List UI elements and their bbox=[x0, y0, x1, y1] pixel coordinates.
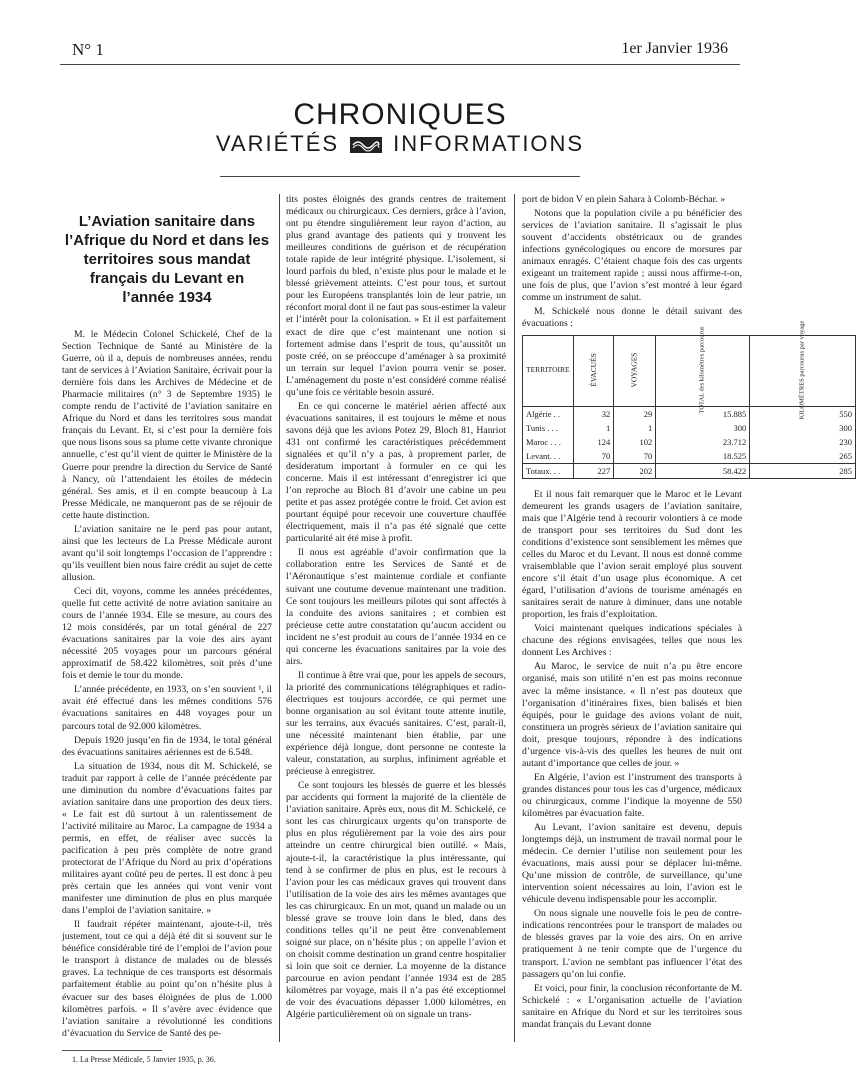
table-cell: 15.885 bbox=[656, 406, 750, 421]
paragraph: L’année précédente, en 1933, on s’en souvient ¹, il avait été effectué dans les mêmes conditions 576 évacuations sanitaires en 448 voyages pour un parcours total de 92.000 kilomètres. bbox=[62, 684, 272, 732]
table-row bbox=[523, 449, 856, 464]
table-cell: 1 bbox=[614, 421, 656, 435]
table-cell: Maroc . . . bbox=[526, 436, 561, 447]
table-cell: 300 bbox=[656, 421, 750, 435]
issue-number: N° 1 bbox=[72, 40, 104, 59]
table-cell: 202 bbox=[614, 463, 656, 478]
footnote-rule bbox=[62, 1050, 162, 1051]
table-header: KILOMÈTRES parcourus par voyage bbox=[750, 335, 856, 406]
table-header: TERRITOIRE bbox=[523, 335, 574, 406]
header-rule bbox=[60, 64, 740, 65]
table-cell: 29 bbox=[614, 406, 656, 421]
table-header: VOYAGES bbox=[614, 335, 656, 406]
table-header: TOTAL des kilomètres parcourus bbox=[656, 335, 750, 406]
masthead-right: INFORMATIONS bbox=[393, 131, 585, 156]
table-cell: 124 bbox=[573, 435, 614, 449]
column-3 bbox=[522, 194, 853, 1033]
table-cell: 227 bbox=[573, 463, 614, 478]
evacuations-table bbox=[522, 321, 856, 479]
paragraph: Et voici, pour finir, la conclusion réconfortante de M. Schickelé : « L’organisation actuelle de l’aviation sanitaire en Afrique du Nord et sur les territoires sous mandat français du Levant donne bbox=[522, 982, 742, 1030]
column-divider bbox=[279, 194, 280, 1042]
paragraph: Au Maroc, le service de nuit n’a pu être encore organisé, mais son utilité n’en est pas moins reconnue avec la même insistance. « Il n’est pas douteux que l’organisation d’itinéraires fixes, bien balisés et bien équipés, pour le guidage des avions volant de nuit, constituera un progrès sérieux de l’aviation sanitaire qui doit, presque toujours, répondre à des indications d’urgence vis-à-vis des quelles les heures de nuit ont autant d’importance que celles de jour. » bbox=[522, 661, 742, 769]
column-2 bbox=[286, 194, 506, 1023]
paragraph: port de bidon V en plein Sahara à Colomb-Béchar. » bbox=[522, 194, 726, 205]
table-cell: Algérie . . bbox=[526, 408, 560, 419]
table-cell: Tunis . . . bbox=[526, 422, 558, 433]
paragraph: Il faudrait répéter maintenant, ajoute-t-il, très justement, tout ce qui a déjà été dit si souvent sur le bénéfice considérable tiré de l’emploi de l’avion pour le transport à distance de malades ou de blessés graves. La technique de ces transports est désormais parfaitement établie au point qu’on n’hésite plus à évacuer sur des bases éloignées de plus de 1.000 kilomètres parfois. « Il s’avère avec évidence que l’aviation sanitaire a révolutionné les conditions d’évacuation du Service de Santé des pe- bbox=[62, 919, 272, 1039]
table-cell: 32 bbox=[573, 406, 614, 421]
table-cell: 58.422 bbox=[656, 463, 750, 478]
paragraph: Notons que la population civile a pu bénéficier des services de l’aviation sanitaire. Il s’agissait le plus souvent d’accidents obstétricaux ou de grandes infections gynécologiques ou encore de morsures par animaux enragés. C’étaient chaque fois des cas urgents exigeant un traitement rapide ; aussi nous affirme-t-on, une fois de plus, que l’avion s’est montré à leur égard comme un instrument de salut. bbox=[522, 208, 742, 304]
table-header-row bbox=[523, 335, 856, 406]
masthead-title: CHRONIQUES bbox=[293, 98, 507, 131]
paragraph: tits postes éloignés des grands centres de traitement médicaux ou chirurgicaux. Ces derniers, grâce à l’avion, ont pu étendre singulièrement leur rayon d’action, au plus grand avantage des patients qui y trouvent les meilleures conditions de guérison et de récupération totale rapide de leur intégrité physique. L’isolement, si lourd parfois du bled, n’existe plus pour le malade et le blessé grièvement atteints. C’est pour tous, et surtout pour les Européens transplantés loin de leur patrie, un réconfort moral dont il ne faut pas sous-estimer la valeur et l’intérêt pour la colonisation. » Et il est parfaitement exact de dire que c’est maintenant une notion si fortement admise dans l’esprit de tous, qu’aussitôt un poste créé, on se préoccupe d’aménager à sa proximité un terrain sur lequel l’avion pourra venir se poser. L’aménagement du poste n’est considéré comme réalisé qu’une fois ce véritable besoin assuré. bbox=[286, 194, 506, 398]
paragraph: Ce sont toujours les blessés de guerre et les blessés par accidents qui forment la majorité de la clientèle de l’aviation sanitaire. Après eux, nous dit M. Schickelé, ce sont les cas chirurgicaux urgents qu’on transporte de plus en plus régulièrement par la voie des airs pour atteindre un centre chirurgical bien outillé. « Mais, ajoute-t-il, la caractéristique la plus intéressante, qui tend à se confirmer de plus en plus, est le recours à l’avion pour les cas médicaux graves qui trouvent dans l’utilisation de la voie des airs les mêmes avantages que les cas chirurgicaux. En un mot, quand un malade ou un blessé grave se trouve loin dans le bled, dans des conditions telles qu’il ne peut être convenablement soigné sur place, on n’hésite plus ; on appelle l’avion et on choisit comme destination un grand centre hospitalier si loin que soit ce dernier. La moyenne de la distance parcourue en avion pendant l’année 1934 est de 285 kilomètres par voyage, mais il n’a pas été exceptionnel de voir des évacuations dépasser 1.000 kilomètres, en Algérie particulièrement où on signale un trans- bbox=[286, 780, 506, 1021]
table-cell: 18.525 bbox=[656, 449, 750, 464]
table-cell: 1 bbox=[573, 421, 614, 435]
paragraph: Au Levant, l’avion sanitaire est devenu, depuis longtemps déjà, un instrument de travail normal pour le médecin. Ce dernier l’utilise non seulement pour les évacuations, mais aussi pour se déplacer lui-même. Qu’une mission de contrôle, de surveillance, qu’une intervention soient nécessaires au loin, l’avion est le véhicule devenu indispensable pour les accomplir. bbox=[522, 822, 742, 906]
table-cell: 230 bbox=[750, 435, 856, 449]
masthead-rule bbox=[220, 176, 580, 177]
paragraph: Il nous est agréable d’avoir confirmation que la collaboration entre les Services de Santé et de l’Aéronautique s’est maintenue cordiale et confiante suivant une coutume devenue maintenant une tradition. Ce sont toujours les meilleurs pilotes qui sont affectés à la conduite des avions sanitaires ; et combien est précieuse cette autre constatation qu’aucun accident ou incident ne s’est produit au cours de l’année 1934 en ce qui concerne les évacuations sanitaires par la voie des airs. bbox=[286, 547, 506, 667]
table-row bbox=[523, 435, 856, 449]
ornament-icon bbox=[349, 136, 383, 154]
paragraph: On nous signale une nouvelle fois le peu de contre-indications rencontrées pour le transport de malades ou de blessés graves par la voie des airs. On en arrive pratiquement à ne tenir compte que de l’urgence du transport. L’avion ne semblant pas influencer l’état des passagers qu’on lui confie. bbox=[522, 908, 742, 980]
table-cell: 102 bbox=[614, 435, 656, 449]
column-1 bbox=[62, 194, 272, 1065]
table-row bbox=[523, 421, 856, 435]
table-cell: 265 bbox=[750, 449, 856, 464]
table-cell: Totaux. . . bbox=[523, 463, 574, 478]
paragraph: Ceci dit, voyons, comme les années précédentes, quelle fut cette activité de notre aviation sanitaire au cours de l’année 1934. Elle se mesure, au cours des 12 mois considérés, par un total général de 227 évacuations sanitaires par la voie des airs ayant nécessité 205 voyages pour un parcours général approximatif de 58.422 kilomètres, soit près d’une fois et demie le tour du monde. bbox=[62, 585, 272, 682]
table-cell: 23.712 bbox=[656, 435, 750, 449]
paragraph: M. Schickelé nous donne le détail suivant des évacuations : bbox=[522, 306, 742, 330]
table-cell: 70 bbox=[614, 449, 656, 464]
masthead-subtitle bbox=[0, 131, 800, 157]
paragraph: En Algérie, l’avion est l’instrument des transports à grandes distances pour tous les cas d’urgence, médicaux ou chirurgicaux, comme l’indique la moyenne de 550 kilomètres par évacuation faite. bbox=[522, 771, 742, 819]
paragraph: M. le Médecin Colonel Schickelé, Chef de la Section Technique de Santé au Ministère de la Guerre, où il a, depuis de nombreuses années, rendu tant de services à l’Aviation Sanitaire, écrivait pour la dernière fois dans les Archives de Médecine et de Pharmacie militaires (n° 3 de Septembre 1935) le compte rendu de l’activité de l’aviation sanitaire en Afrique du Nord et dans les territoires sous mandat français du Levant. Et, si c’est pour la dernière fois que nous lisons sous sa plume cette vivante chronique annuelle, c’est qu’il vient de quitter le Ministère de la Guerre pour prendre la direction du Service de Santé à Nancy, où l’attendaient les étoiles de médecin général. Ses amis, et il en compte beaucoup à La Presse Médicale, ne manqueront pas de se réjouir de cette haute distinction. bbox=[62, 329, 272, 521]
paragraph: Il continue à être vrai que, pour les appels de secours, la priorité des communications télégraphiques et radio-électriques est toujours accordée, ce qui permet une bonne organisation au sol évitant toute attente inutile, sur les terrains, aux évacués sanitaires. C’est, paraît-il, une nécessité maintenant bien établie, par une expérience déjà longue, dont personne ne conteste la valeur, constatation, au surplus, infiniment agréable et précieuse à enregistrer. bbox=[286, 669, 506, 778]
masthead-left: VARIÉTÉS bbox=[215, 131, 340, 156]
issue-date: 1er Janvier 1936 bbox=[621, 40, 728, 57]
paragraph: L’aviation sanitaire ne le perd pas pour autant, ainsi que les lecteurs de La Presse Médicale auront avant qu’il soit longtemps l’occasion de l’apprendre : qu’ils veuillent bien nous faire crédit au sujet de cette allusion. bbox=[62, 523, 272, 583]
table-cell: 550 bbox=[750, 406, 856, 421]
paragraph: La situation de 1934, nous dit M. Schickelé, se traduit par rapport à celle de l’année précédente par une diminution du nombre d’évacuations faites par aviation sanitaire dans une proportion des deux tiers. « Le fait est dû surtout à un ralentissement de l’activité militaire au Maroc. La campagne de 1934 a permis, en effet, de réaliser avec succès la pacification à peu près complète de notre grand protectorat de l’Afrique du Nord au prix d’opérations militaires ayant coûté peu de pertes. Il est donc à peu près certain que les années qui vont venir vont manifester une diminution de plus en plus marquée dans l’emploi de l’aviation sanitaire. » bbox=[62, 760, 272, 917]
table-header: ÉVACUÉS bbox=[573, 335, 614, 406]
table-cell: 70 bbox=[573, 449, 614, 464]
column-divider bbox=[514, 194, 515, 1042]
paragraph: Voici maintenant quelques indications spéciales à chacune des régions envisagées, telles que nous les donnent Les Archives : bbox=[522, 623, 742, 659]
article-title: L’Aviation sanitaire dans l’Afrique du Nord et dans les territoires sous mandat français du Levant en l’année 1934 bbox=[64, 213, 270, 306]
paragraph: En ce qui concerne le matériel aérien affecté aux évacuations sanitaires, il est toujours le même et nous savons déjà que les avions Potez 29, Bloch 81, Hanriot 431 ont confirmé les caractéristiques précédemment signalées et qu’il n’y a pas, à proprement parler, de desideratum important à formuler en ce qui les concerne. Mais il est intéressant d’enregistrer ici que l’on reproche au Bloch 81 d’avoir une cabine un peu petite et pas assez protégée contre le froid. Cet avion est pourtant équipé pour recevoir une couverture chauffée électriquement, mais il n’a pas été signalé que cette particularité ait été mise à profit. bbox=[286, 400, 506, 545]
paragraph: Depuis 1920 jusqu’en fin de 1934, le total général des évacuations sanitaires aériennes est de 6.548. bbox=[62, 734, 272, 758]
table-cell: 300 bbox=[750, 421, 856, 435]
table-cell: 285 bbox=[750, 463, 856, 478]
table-total-row bbox=[523, 463, 856, 478]
paragraph: Et il nous fait remarquer que le Maroc et le Levant demeurent les grands usagers de l’aviation sanitaire, mais que l’Algérie tend à recourir volontiers à ce mode de transport pour ses territoires du Sud dont les conditions d’existence sont sensiblement les mêmes que celles du Maroc et du Levant. Il nous est donné comme vraisemblable que l’avion serait employé plus souvent encore s’il était d’un usage plus économique. A cet égard, l’utilisation d’avions de tourisme aménagés en sanitaires serait de nature à diminuer, dans une notable proportion, les frais d’exploitation. bbox=[522, 488, 742, 621]
table-cell: Levant. . . bbox=[526, 450, 561, 461]
footnote: 1. La Presse Médicale, 5 Janvier 1935, p. 36. bbox=[72, 1054, 216, 1064]
